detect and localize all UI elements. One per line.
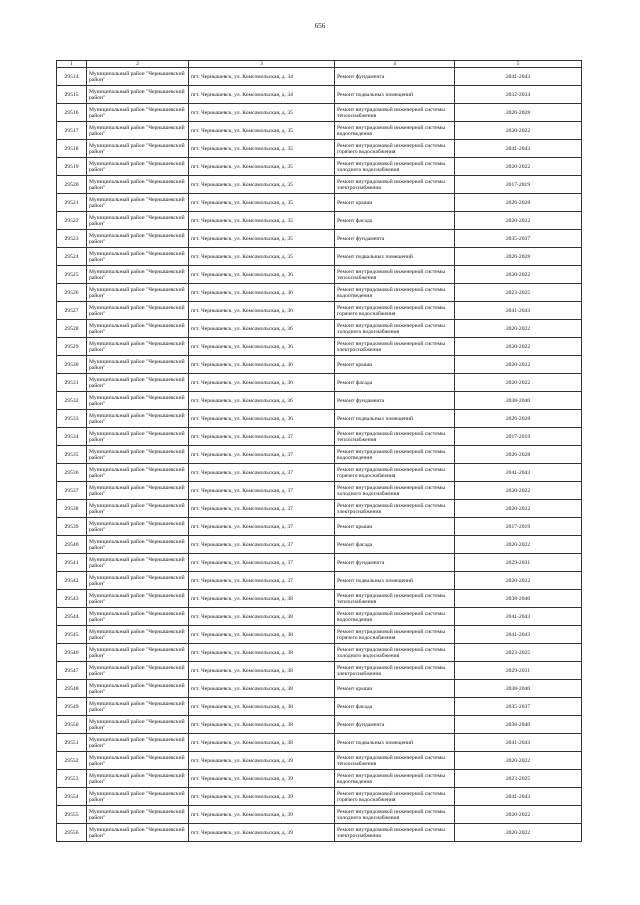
work-type-cell: Ремонт крыши: [335, 194, 455, 212]
address-cell: пгт. Чернышевск, ул. Комсомольская, д. 35: [189, 122, 335, 140]
period-cell: 2026-2028: [455, 104, 582, 122]
row-number: 29551: [57, 734, 87, 752]
row-number: 29516: [57, 104, 87, 122]
period-cell: 2020-2022: [455, 122, 582, 140]
row-number: 29552: [57, 752, 87, 770]
district-cell: Муниципальный район "Чернышевский район": [87, 374, 189, 392]
table-row: [57, 752, 582, 770]
district-cell: Муниципальный район "Чернышевский район": [87, 356, 189, 374]
district-cell: Муниципальный район "Чернышевский район": [87, 806, 189, 824]
district-cell: Муниципальный район "Чернышевский район": [87, 644, 189, 662]
table-row: [57, 536, 582, 554]
period-cell: 2032-2034: [455, 86, 582, 104]
district-cell: Муниципальный район "Чернышевский район": [87, 212, 189, 230]
address-cell: пгт. Чернышевск, ул. Комсомольская, д. 38: [189, 644, 335, 662]
district-cell: Муниципальный район "Чернышевский район": [87, 698, 189, 716]
row-number: 29523: [57, 230, 87, 248]
address-cell: пгт. Чернышевск, ул. Комсомольская, д. 38: [189, 590, 335, 608]
district-cell: Муниципальный район "Чернышевский район": [87, 500, 189, 518]
row-number: 29520: [57, 176, 87, 194]
work-type-cell: Ремонт внутридомовой инженерной системы холодного водоснабжения: [335, 644, 455, 662]
table-row: [57, 122, 582, 140]
row-number: 29525: [57, 266, 87, 284]
district-cell: Муниципальный район "Чернышевский район": [87, 734, 189, 752]
period-cell: 2041-2043: [455, 608, 582, 626]
table-row: [57, 266, 582, 284]
row-number: 29530: [57, 356, 87, 374]
work-type-cell: Ремонт крыши: [335, 518, 455, 536]
row-number: 29543: [57, 590, 87, 608]
period-cell: 2026-2028: [455, 410, 582, 428]
address-cell: пгт. Чернышевск, ул. Комсомольская, д. 36: [189, 392, 335, 410]
address-cell: пгт. Чернышевск, ул. Комсомольская, д. 35: [189, 230, 335, 248]
row-number: 29521: [57, 194, 87, 212]
work-type-cell: Ремонт внутридомовой инженерной системы электроснабжения: [335, 500, 455, 518]
column-header: 4: [335, 61, 455, 68]
table-row: [57, 464, 582, 482]
district-cell: Муниципальный район "Чернышевский район": [87, 140, 189, 158]
period-cell: 2023-2025: [455, 770, 582, 788]
work-type-cell: Ремонт внутридомовой инженерной системы водоотведения: [335, 284, 455, 302]
work-type-cell: Ремонт фундамента: [335, 716, 455, 734]
period-cell: 2020-2022: [455, 356, 582, 374]
row-number: 29532: [57, 392, 87, 410]
address-cell: пгт. Чернышевск, ул. Комсомольская, д. 36: [189, 338, 335, 356]
work-type-cell: Ремонт внутридомовой инженерной системы теплоснабжения: [335, 104, 455, 122]
column-header: 5: [455, 61, 582, 68]
table-row: [57, 248, 582, 266]
district-cell: Муниципальный район "Чернышевский район": [87, 302, 189, 320]
row-number: 29538: [57, 500, 87, 518]
address-cell: пгт. Чернышевск, ул. Комсомольская, д. 37: [189, 482, 335, 500]
work-type-cell: Ремонт фасада: [335, 212, 455, 230]
district-cell: Муниципальный район "Чернышевский район": [87, 626, 189, 644]
period-cell: 2020-2022: [455, 806, 582, 824]
period-cell: 2035-2037: [455, 698, 582, 716]
table-row: [57, 788, 582, 806]
district-cell: Муниципальный район "Чернышевский район": [87, 338, 189, 356]
address-cell: пгт. Чернышевск, ул. Комсомольская, д. 37: [189, 554, 335, 572]
row-number: 29544: [57, 608, 87, 626]
work-type-cell: Ремонт внутридомовой инженерной системы горячего водоснабжения: [335, 626, 455, 644]
period-cell: 2026-2028: [455, 446, 582, 464]
district-cell: Муниципальный район "Чернышевский район": [87, 752, 189, 770]
district-cell: Муниципальный район "Чернышевский район": [87, 608, 189, 626]
header-row: [57, 61, 582, 68]
table-row: [57, 104, 582, 122]
row-number: 29524: [57, 248, 87, 266]
work-type-cell: Ремонт внутридомовой инженерной системы электроснабжения: [335, 176, 455, 194]
address-cell: пгт. Чернышевск, ул. Комсомольская, д. 35: [189, 158, 335, 176]
table-row: [57, 68, 582, 86]
address-cell: пгт. Чернышевск, ул. Комсомольская, д. 38: [189, 626, 335, 644]
district-cell: Муниципальный район "Чернышевский район": [87, 788, 189, 806]
row-number: 29519: [57, 158, 87, 176]
address-cell: пгт. Чернышевск, ул. Комсомольская, д. 36: [189, 356, 335, 374]
district-cell: Муниципальный район "Чернышевский район": [87, 446, 189, 464]
work-type-cell: Ремонт крыши: [335, 680, 455, 698]
address-cell: пгт. Чернышевск, ул. Комсомольская, д. 36: [189, 320, 335, 338]
address-cell: пгт. Чернышевск, ул. Комсомольская, д. 34: [189, 86, 335, 104]
row-number: 29550: [57, 716, 87, 734]
address-cell: пгт. Чернышевск, ул. Комсомольская, д. 37: [189, 518, 335, 536]
table-row: [57, 320, 582, 338]
address-cell: пгт. Чернышевск, ул. Комсомольская, д. 36: [189, 374, 335, 392]
work-type-cell: Ремонт внутридомовой инженерной системы холодного водоснабжения: [335, 482, 455, 500]
period-cell: 2020-2022: [455, 158, 582, 176]
column-header: 1: [57, 61, 87, 68]
district-cell: Муниципальный район "Чернышевский район": [87, 122, 189, 140]
district-cell: Муниципальный район "Чернышевский район": [87, 662, 189, 680]
period-cell: 2020-2022: [455, 500, 582, 518]
work-type-cell: Ремонт фундамента: [335, 554, 455, 572]
address-cell: пгт. Чернышевск, ул. Комсомольская, д. 39: [189, 806, 335, 824]
row-number: 29517: [57, 122, 87, 140]
table-body: [57, 68, 582, 842]
period-cell: 2038-2040: [455, 680, 582, 698]
period-cell: 2020-2022: [455, 320, 582, 338]
district-cell: Муниципальный район "Чернышевский район": [87, 464, 189, 482]
period-cell: 2023-2025: [455, 644, 582, 662]
period-cell: 2041-2043: [455, 302, 582, 320]
address-cell: пгт. Чернышевск, ул. Комсомольская, д. 35: [189, 176, 335, 194]
address-cell: пгт. Чернышевск, ул. Комсомольская, д. 38: [189, 716, 335, 734]
table-row: [57, 140, 582, 158]
table-row: [57, 230, 582, 248]
column-header: 2: [87, 61, 189, 68]
row-number: 29541: [57, 554, 87, 572]
work-type-cell: Ремонт внутридомовой инженерной системы водоотведения: [335, 770, 455, 788]
work-type-cell: Ремонт внутридомовой инженерной системы горячего водоснабжения: [335, 140, 455, 158]
table-row: [57, 716, 582, 734]
address-cell: пгт. Чернышевск, ул. Комсомольская, д. 39: [189, 752, 335, 770]
table-row: [57, 770, 582, 788]
row-number: 29528: [57, 320, 87, 338]
work-type-cell: Ремонт внутридомовой инженерной системы теплоснабжения: [335, 752, 455, 770]
work-type-cell: Ремонт внутридомовой инженерной системы холодного водоснабжения: [335, 158, 455, 176]
address-cell: пгт. Чернышевск, ул. Комсомольская, д. 39: [189, 770, 335, 788]
row-number: 29546: [57, 644, 87, 662]
address-cell: пгт. Чернышевск, ул. Комсомольская, д. 36: [189, 266, 335, 284]
table-row: [57, 86, 582, 104]
address-cell: пгт. Чернышевск, ул. Комсомольская, д. 38: [189, 734, 335, 752]
table-row: [57, 680, 582, 698]
district-cell: Муниципальный район "Чернышевский район": [87, 716, 189, 734]
table-row: [57, 698, 582, 716]
period-cell: 2041-2043: [455, 464, 582, 482]
district-cell: Муниципальный район "Чернышевский район": [87, 392, 189, 410]
address-cell: пгт. Чернышевск, ул. Комсомольская, д. 38: [189, 608, 335, 626]
table-row: [57, 824, 582, 842]
period-cell: 2029-2031: [455, 662, 582, 680]
work-type-cell: Ремонт фундамента: [335, 68, 455, 86]
row-number: 29526: [57, 284, 87, 302]
table-row: [57, 734, 582, 752]
address-cell: пгт. Чернышевск, ул. Комсомольская, д. 35: [189, 212, 335, 230]
address-cell: пгт. Чернышевск, ул. Комсомольская, д. 38: [189, 680, 335, 698]
row-number: 29522: [57, 212, 87, 230]
work-type-cell: Ремонт внутридомовой инженерной системы холодного водоснабжения: [335, 320, 455, 338]
work-type-cell: Ремонт внутридомовой инженерной системы водоотведения: [335, 122, 455, 140]
address-cell: пгт. Чернышевск, ул. Комсомольская, д. 36: [189, 284, 335, 302]
period-cell: 2038-2040: [455, 716, 582, 734]
row-number: 29549: [57, 698, 87, 716]
row-number: 29545: [57, 626, 87, 644]
column-header: 3: [189, 61, 335, 68]
district-cell: Муниципальный район "Чернышевский район": [87, 518, 189, 536]
table-row: [57, 356, 582, 374]
work-type-cell: Ремонт внутридомовой инженерной системы горячего водоснабжения: [335, 464, 455, 482]
address-cell: пгт. Чернышевск, ул. Комсомольская, д. 36: [189, 410, 335, 428]
district-cell: Муниципальный район "Чернышевский район": [87, 230, 189, 248]
address-cell: пгт. Чернышевск, ул. Комсомольская, д. 38: [189, 662, 335, 680]
table-row: [57, 644, 582, 662]
work-type-cell: Ремонт внутридомовой инженерной системы теплоснабжения: [335, 428, 455, 446]
work-type-cell: Ремонт внутридомовой инженерной системы электроснабжения: [335, 824, 455, 842]
table-row: [57, 176, 582, 194]
period-cell: 2041-2043: [455, 626, 582, 644]
table-row: [57, 374, 582, 392]
work-type-cell: Ремонт фундамента: [335, 392, 455, 410]
work-type-cell: Ремонт фасада: [335, 374, 455, 392]
district-cell: Муниципальный район "Чернышевский район": [87, 410, 189, 428]
work-type-cell: Ремонт подвальных помещений: [335, 248, 455, 266]
period-cell: 2020-2022: [455, 338, 582, 356]
address-cell: пгт. Чернышевск, ул. Комсомольская, д. 35: [189, 194, 335, 212]
row-number: 29515: [57, 86, 87, 104]
address-cell: пгт. Чернышевск, ул. Комсомольская, д. 39: [189, 824, 335, 842]
district-cell: Муниципальный район "Чернышевский район": [87, 680, 189, 698]
address-cell: пгт. Чернышевск, ул. Комсомольская, д. 36: [189, 302, 335, 320]
address-cell: пгт. Чернышевск, ул. Комсомольская, д. 35: [189, 104, 335, 122]
table-row: [57, 338, 582, 356]
period-cell: 2038-2040: [455, 392, 582, 410]
period-cell: 2020-2022: [455, 374, 582, 392]
district-cell: Муниципальный район "Чернышевский район": [87, 86, 189, 104]
row-number: 29531: [57, 374, 87, 392]
row-number: 29539: [57, 518, 87, 536]
table-row: [57, 554, 582, 572]
table-row: [57, 662, 582, 680]
period-cell: 2026-2028: [455, 194, 582, 212]
table-row: [57, 590, 582, 608]
period-cell: 2041-2043: [455, 140, 582, 158]
period-cell: 2020-2022: [455, 482, 582, 500]
row-number: 29542: [57, 572, 87, 590]
table-row: [57, 212, 582, 230]
table-row: [57, 518, 582, 536]
table-row: [57, 482, 582, 500]
table-row: [57, 500, 582, 518]
row-number: 29553: [57, 770, 87, 788]
row-number: 29548: [57, 680, 87, 698]
period-cell: 2023-2025: [455, 284, 582, 302]
address-cell: пгт. Чернышевск, ул. Комсомольская, д. 37: [189, 446, 335, 464]
district-cell: Муниципальный район "Чернышевский район": [87, 158, 189, 176]
district-cell: Муниципальный район "Чернышевский район": [87, 104, 189, 122]
address-cell: пгт. Чернышевск, ул. Комсомольская, д. 34: [189, 68, 335, 86]
period-cell: 2038-2040: [455, 590, 582, 608]
period-cell: 2020-2022: [455, 212, 582, 230]
district-cell: Муниципальный район "Чернышевский район": [87, 590, 189, 608]
table-row: [57, 392, 582, 410]
district-cell: Муниципальный район "Чернышевский район": [87, 572, 189, 590]
table-row: [57, 302, 582, 320]
table-row: [57, 446, 582, 464]
period-cell: 2041-2043: [455, 734, 582, 752]
work-type-cell: Ремонт внутридомовой инженерной системы горячего водоснабжения: [335, 302, 455, 320]
row-number: 29554: [57, 788, 87, 806]
period-cell: 2020-2022: [455, 572, 582, 590]
work-type-cell: Ремонт внутридомовой инженерной системы водоотведения: [335, 608, 455, 626]
row-number: 29514: [57, 68, 87, 86]
address-cell: пгт. Чернышевск, ул. Комсомольская, д. 37: [189, 464, 335, 482]
district-cell: Муниципальный район "Чернышевский район": [87, 536, 189, 554]
row-number: 29527: [57, 302, 87, 320]
row-number: 29555: [57, 806, 87, 824]
table-row: [57, 284, 582, 302]
row-number: 29547: [57, 662, 87, 680]
row-number: 29540: [57, 536, 87, 554]
work-type-cell: Ремонт подвальных помещений: [335, 410, 455, 428]
period-cell: 2017-2019: [455, 518, 582, 536]
period-cell: 2017-2019: [455, 428, 582, 446]
row-number: 29533: [57, 410, 87, 428]
table-row: [57, 572, 582, 590]
repair-schedule-table: [56, 60, 582, 842]
page-number: 656: [314, 22, 326, 30]
table-row: [57, 158, 582, 176]
work-type-cell: Ремонт подвальных помещений: [335, 572, 455, 590]
table-row: [57, 428, 582, 446]
table-row: [57, 194, 582, 212]
table-row: [57, 410, 582, 428]
address-cell: пгт. Чернышевск, ул. Комсомольская, д. 35: [189, 140, 335, 158]
district-cell: Муниципальный район "Чернышевский район": [87, 68, 189, 86]
table-row: [57, 626, 582, 644]
row-number: 29529: [57, 338, 87, 356]
period-cell: 2029-2031: [455, 554, 582, 572]
district-cell: Муниципальный район "Чернышевский район": [87, 824, 189, 842]
period-cell: 2017-2019: [455, 176, 582, 194]
district-cell: Муниципальный район "Чернышевский район": [87, 266, 189, 284]
work-type-cell: Ремонт внутридомовой инженерной системы водоотведения: [335, 446, 455, 464]
work-type-cell: Ремонт фасада: [335, 698, 455, 716]
work-type-cell: Ремонт фундамента: [335, 230, 455, 248]
address-cell: пгт. Чернышевск, ул. Комсомольская, д. 38: [189, 698, 335, 716]
table-row: [57, 806, 582, 824]
period-cell: 2020-2022: [455, 266, 582, 284]
district-cell: Муниципальный район "Чернышевский район": [87, 482, 189, 500]
address-cell: пгт. Чернышевск, ул. Комсомольская, д. 35: [189, 248, 335, 266]
row-number: 29537: [57, 482, 87, 500]
district-cell: Муниципальный район "Чернышевский район": [87, 284, 189, 302]
work-type-cell: Ремонт внутридомовой инженерной системы холодного водоснабжения: [335, 806, 455, 824]
district-cell: Муниципальный район "Чернышевский район": [87, 320, 189, 338]
period-cell: 2026-2028: [455, 248, 582, 266]
work-type-cell: Ремонт внутридомовой инженерной системы электроснабжения: [335, 338, 455, 356]
period-cell: 2020-2022: [455, 824, 582, 842]
period-cell: 2041-2043: [455, 68, 582, 86]
period-cell: 2041-2043: [455, 788, 582, 806]
address-cell: пгт. Чернышевск, ул. Комсомольская, д. 37: [189, 428, 335, 446]
address-cell: пгт. Чернышевск, ул. Комсомольская, д. 39: [189, 788, 335, 806]
work-type-cell: Ремонт подвальных помещений: [335, 734, 455, 752]
address-cell: пгт. Чернышевск, ул. Комсомольская, д. 37: [189, 500, 335, 518]
district-cell: Муниципальный район "Чернышевский район": [87, 428, 189, 446]
district-cell: Муниципальный район "Чернышевский район": [87, 176, 189, 194]
work-type-cell: Ремонт внутридомовой инженерной системы горячего водоснабжения: [335, 788, 455, 806]
address-cell: пгт. Чернышевск, ул. Комсомольская, д. 37: [189, 572, 335, 590]
district-cell: Муниципальный район "Чернышевский район": [87, 194, 189, 212]
row-number: 29556: [57, 824, 87, 842]
period-cell: 2020-2022: [455, 536, 582, 554]
period-cell: 2020-2022: [455, 752, 582, 770]
work-type-cell: Ремонт крыши: [335, 356, 455, 374]
table-row: [57, 608, 582, 626]
work-type-cell: Ремонт внутридомовой инженерной системы теплоснабжения: [335, 266, 455, 284]
district-cell: Муниципальный район "Чернышевский район": [87, 554, 189, 572]
district-cell: Муниципальный район "Чернышевский район": [87, 248, 189, 266]
work-type-cell: Ремонт внутридомовой инженерной системы электроснабжения: [335, 662, 455, 680]
row-number: 29518: [57, 140, 87, 158]
address-cell: пгт. Чернышевск, ул. Комсомольская, д. 37: [189, 536, 335, 554]
period-cell: 2035-2037: [455, 230, 582, 248]
work-type-cell: Ремонт внутридомовой инженерной системы теплоснабжения: [335, 590, 455, 608]
row-number: 29536: [57, 464, 87, 482]
row-number: 29534: [57, 428, 87, 446]
district-cell: Муниципальный район "Чернышевский район": [87, 770, 189, 788]
work-type-cell: Ремонт фасада: [335, 536, 455, 554]
row-number: 29535: [57, 446, 87, 464]
work-type-cell: Ремонт подвальных помещений: [335, 86, 455, 104]
